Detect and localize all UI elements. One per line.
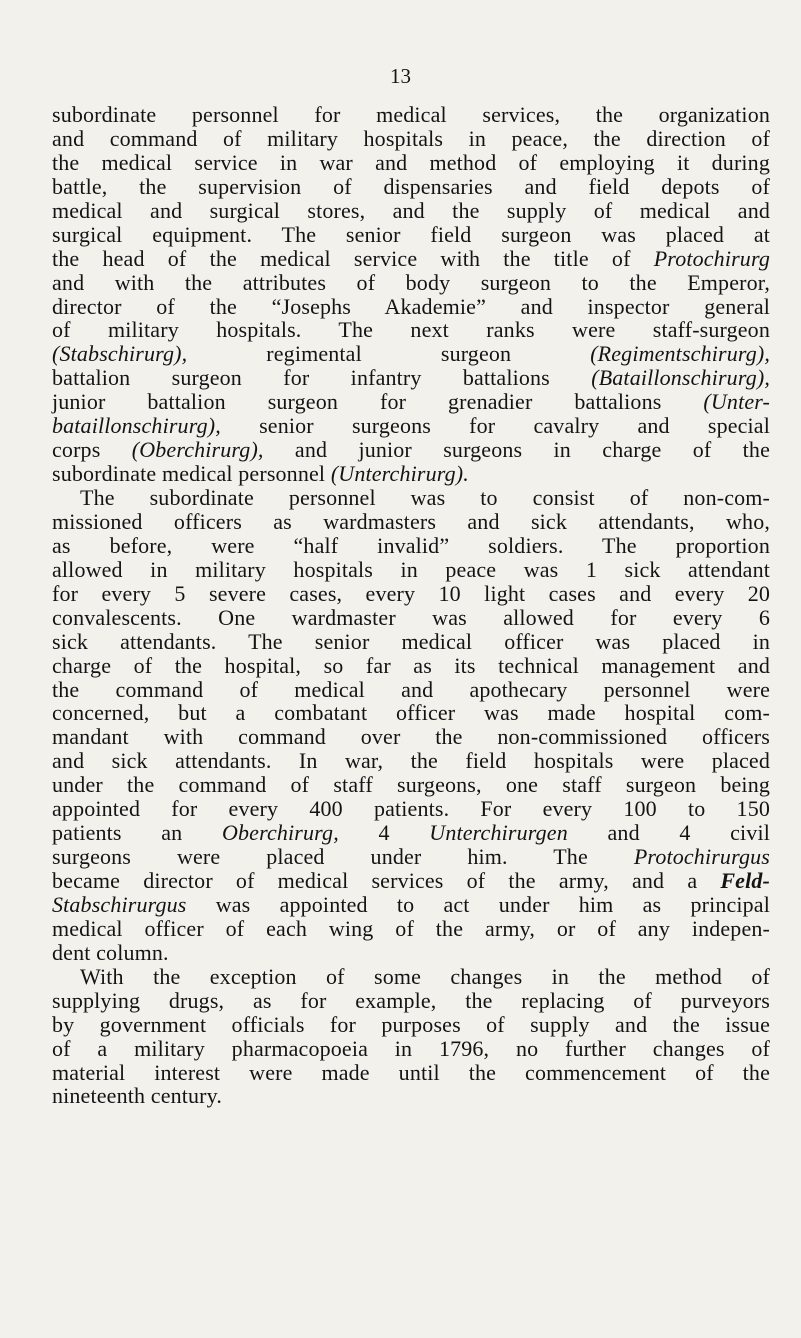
- text-segment: became director of medical services of the army, and a: [52, 868, 698, 893]
- text-line: [52, 342, 770, 366]
- text-segment: and 4 civil: [607, 820, 770, 846]
- text-line: by government officials for purposes of supply and the issue: [52, 1011, 770, 1037]
- text-line: subordinate personnel for medical services, the organization: [52, 102, 770, 127]
- text-line: nineteenth century.: [52, 1083, 223, 1109]
- term-unterbataillonschirurg-end: bataillonschirurg),: [52, 413, 221, 439]
- text-line: [52, 438, 770, 462]
- text-line: and command of military hospitals in peace, the direction of: [52, 125, 770, 151]
- text-line: The subordinate personnel was to consist of non-com-: [80, 485, 770, 510]
- text-line: appointed for every 400 patients. For every 100 to 150: [52, 796, 770, 822]
- text-line: and sick attendants. In war, the field hospitals were placed: [52, 748, 770, 774]
- text-line: as before, were “half invalid” soldiers. The proportion: [52, 532, 770, 558]
- text-segment: surgeons were placed under him. The: [52, 844, 588, 870]
- term-oberchirurg: Oberchirurg,: [221, 820, 339, 846]
- text-segment: corps: [52, 437, 101, 463]
- text-line: for every 5 severe cases, every 10 light cases and every 20: [52, 580, 770, 606]
- text-segment: junior battalion surgeon for grenadier battalions: [52, 389, 662, 415]
- text-line: of a military pharmacopoeia in 1796, no further changes of: [52, 1035, 770, 1061]
- term-unterchirurg-paren: (Unterchirurg).: [330, 461, 469, 487]
- text-line: [52, 821, 770, 845]
- text-line: the medical service in war and method of employing it during: [52, 149, 770, 175]
- text-segment: the head of the medical service with the title of: [52, 245, 631, 271]
- page-number: 13: [390, 64, 411, 88]
- term-feldstabschirurgus-end: Stabschirurgus: [52, 891, 187, 917]
- term-oberchirurg-paren: (Oberchirurg),: [131, 437, 264, 463]
- text-line: allowed in military hospitals in peace was 1 sick attendant: [52, 556, 770, 582]
- term-protochirurgus: Protochirurgus: [633, 844, 770, 870]
- text-segment: battalion surgeon for infantry battalions: [52, 365, 550, 391]
- text-line: [52, 247, 770, 271]
- text-line: supplying drugs, as for example, the replacing of purveyors: [52, 987, 770, 1013]
- text-line: [52, 366, 770, 390]
- body-text: [52, 103, 770, 1108]
- text-line: medical officer of each wing of the army, or of any indepen-: [52, 915, 770, 941]
- text-line: director of the “Josephs Akademie” and inspector general: [52, 293, 770, 319]
- term-protochirurg: Protochirurg: [653, 245, 770, 271]
- text-segment: and junior surgeons in charge of the: [294, 437, 770, 463]
- text-segment: senior surgeons for cavalry and special: [259, 413, 770, 439]
- text-line: charge of the hospital, so far as its technical management and: [52, 652, 770, 678]
- text-segment: 4: [378, 820, 390, 846]
- text-segment: regimental surgeon: [266, 341, 512, 367]
- text-segment: patients an: [52, 820, 183, 846]
- text-line: convalescents. One wardmaster was allowed for every 6: [52, 604, 770, 630]
- term-unterchirurgen: Unterchirurgen: [429, 820, 568, 846]
- text-line: surgical equipment. The senior field surgeon was placed at: [52, 221, 770, 247]
- text-line: missioned officers as wardmasters and sick attendants, who,: [52, 508, 770, 534]
- text-line: [52, 462, 770, 486]
- text-line: and with the attributes of body surgeon to the Emperor,: [52, 269, 770, 295]
- term-feldstabschirurgus-start: Feld-: [720, 868, 770, 893]
- text-line: medical and surgical stores, and the supply of medical and: [52, 197, 770, 223]
- text-line: mandant with command over the non-commissioned officers: [52, 724, 770, 750]
- text-line: [52, 893, 770, 917]
- text-line: concerned, but a combatant officer was made hospital com-: [52, 700, 770, 726]
- text-line: of military hospitals. The next ranks were staff-surgeon: [52, 317, 770, 343]
- text-line: [52, 390, 770, 414]
- text-segment: subordinate medical personnel: [52, 461, 326, 487]
- text-line: [52, 414, 770, 438]
- text-line: [52, 845, 770, 869]
- text-line: [52, 869, 770, 893]
- text-line: battle, the supervision of dispensaries and field depots of: [52, 173, 770, 199]
- text-segment: was appointed to act under him as principal: [215, 891, 770, 917]
- term-unterbataillonschirurg-start: (Unter-: [703, 389, 770, 415]
- term-regimentschirurg: (Regimentschirurg),: [590, 341, 771, 367]
- term-stabschirurg: (Stabschirurg),: [52, 341, 188, 367]
- term-bataillonschirurg: (Bataillonschirurg),: [591, 365, 771, 391]
- text-line: the command of medical and apothecary personnel were: [52, 676, 770, 702]
- text-line: material interest were made until the commencement of the: [52, 1059, 770, 1085]
- text-line: dent column.: [52, 939, 169, 965]
- text-line: With the exception of some changes in the method of: [80, 963, 770, 989]
- text-line: under the command of staff surgeons, one staff surgeon being: [52, 772, 770, 798]
- text-line: sick attendants. The senior medical officer was placed in: [52, 628, 770, 654]
